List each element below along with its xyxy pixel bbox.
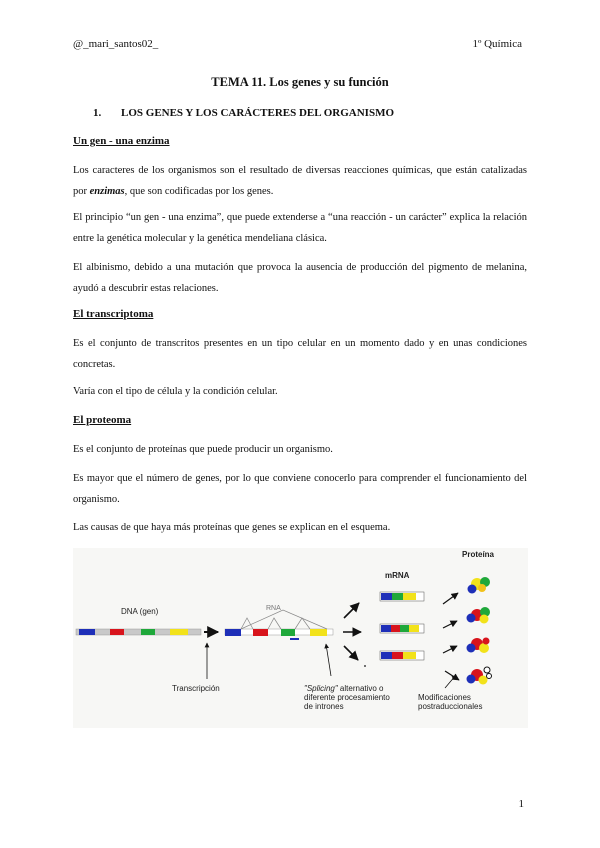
dot [364, 665, 366, 667]
mrna-variant-3 [380, 651, 424, 660]
paragraph: Los caracteres de los organismos son el resultado de diversas reacciones químicas, que están catalizadas por enzimas, que son codificadas por los genes. [73, 165, 527, 197]
dna-label: DNA (gen) [121, 607, 159, 616]
subheading-transcriptoma: El transcriptoma [73, 308, 154, 320]
dna-gene [76, 629, 201, 635]
paragraph: Varía con el tipo de célula y la condición celular. [73, 386, 278, 397]
page-number: 1 [518, 798, 524, 810]
section-heading [93, 107, 394, 119]
protein-label: Proteína [462, 550, 495, 559]
mrna-variant-1 [380, 592, 424, 601]
mrna-label: mRNA [385, 571, 410, 580]
emphasis-enzimas: enzimas [89, 186, 125, 197]
page-title: TEMA 11. Los genes y su función [211, 75, 389, 89]
subheading-proteoma: El proteoma [73, 414, 132, 426]
paragraph: Es el conjunto de transcritos presentes en un tipo celular en un momento dado y en unas condiciones concretas. [73, 338, 527, 370]
splicing-label-line2: diferente procesamiento [304, 693, 390, 702]
header-course: 1º Química [472, 38, 522, 50]
modifications-label-line1: Modificaciones [418, 693, 471, 702]
paragraph: Es mayor que el número de genes, por lo que conviene conocerlo para comprender el funcionamiento del organismo. [73, 473, 527, 505]
modifications-label-line2: postraduccionales [418, 702, 483, 711]
section-number: 1. [93, 107, 102, 119]
paragraph: El albinismo, debido a una mutación que provoca la ausencia de producción del pigmento de melanina, ayudó a descubrir estas relaciones. [73, 262, 527, 294]
header-author: @_mari_santos02_ [73, 38, 159, 50]
paragraph: Las causas de que haya más proteínas que genes se explican en el esquema. [73, 522, 391, 533]
rna-label: RNA [266, 605, 281, 612]
mrna-variant-2 [380, 624, 424, 633]
subheading-gen-enzima: Un gen - una enzima [73, 135, 170, 147]
paragraph: El principio “un gen - una enzima”, que puede extenderse a “una reacción - un carácter” explica la relación entre la genética molecular y la genética mendeliana clásica. [73, 212, 527, 244]
splicing-diagram [73, 548, 528, 728]
splicing-label-line3: de intrones [304, 702, 344, 711]
section-title: LOS GENES Y LOS CARÁCTERES DEL ORGANISMO [121, 107, 395, 119]
paragraph: Es el conjunto de proteínas que puede producir un organismo. [73, 444, 333, 455]
transcription-label: Transcripción [172, 684, 220, 693]
splicing-label-line1: "Splicing" alternativo o [304, 684, 384, 693]
